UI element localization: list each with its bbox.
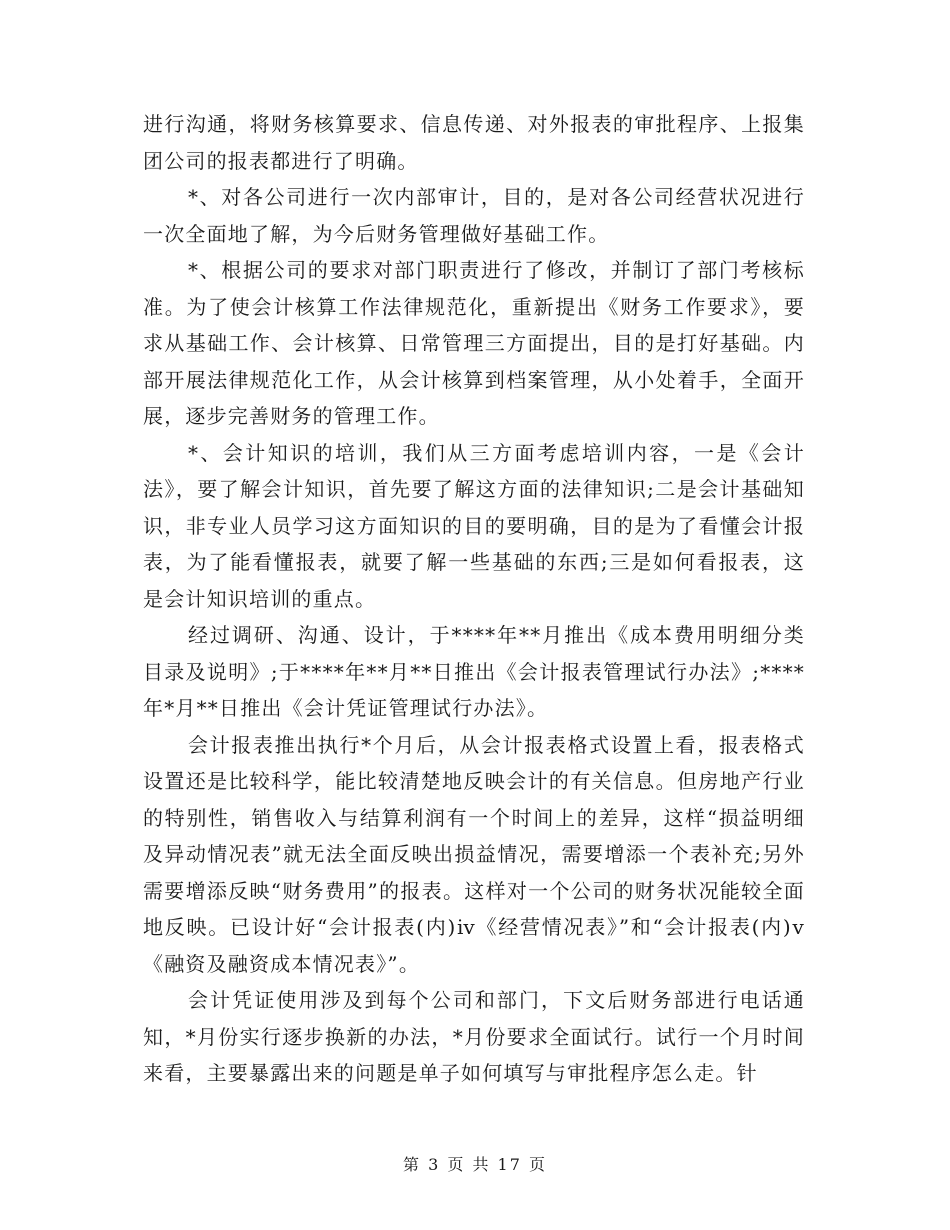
- paragraph-accounting-reports: 会计报表推出执行*个月后，从会计报表格式设置上看，报表格式设置还是比较科学，能比较清楚地反映会计的有关信息。但房地产行业的特别性，销售收入与结算利润有一个时间上的差异，这样“损益明细及异动情况表”就无法全面反映出损益情况，需要增添一个表补充;另外需要增添反映“财务费用”的报表。这样对一个公司的财务状况能较全面地反映。已设计好“会计报表(内)ⅳ《经营情况表》”和“会计报表(内)ⅴ《融资及融资成本情况表》”。: [143, 732, 805, 976]
- paragraph-internal-audit: *、对各公司进行一次内部审计，目的，是对各公司经营状况进行一次全面地了解，为今后财务管理做好基础工作。: [143, 185, 805, 246]
- paragraph-continuation: 进行沟通，将财务核算要求、信息传递、对外报表的审批程序、上报集团公司的报表都进行了明确。: [143, 112, 805, 173]
- page-number-footer: 第 3 页 共 17 页: [403, 1155, 547, 1174]
- paragraph-research-design: 经过调研、沟通、设计，于****年**月推出《成本费用明细分类目录及说明》;于****年**月**日推出《会计报表管理试行办法》;****年*月**日推出《会计凭证管理试行办法》。: [143, 623, 805, 720]
- paragraph-accounting-vouchers: 会计凭证使用涉及到每个公司和部门，下文后财务部进行电话通知，*月份实行逐步换新的办法，*月份要求全面试行。试行一个月时间来看，主要暴露出来的问题是单子如何填写与审批程序怎么走。针: [143, 988, 805, 1085]
- paragraph-department-duties: *、根据公司的要求对部门职责进行了修改，并制订了部门考核标准。为了使会计核算工作法律规范化，重新提出《财务工作要求》，要求从基础工作、会计核算、日常管理三方面提出，目的是打好基础。内部开展法律规范化工作，从会计核算到档案管理，从小处着手，全面开展，逐步完善财务的管理工作。: [143, 258, 805, 428]
- body-text: [143, 106, 805, 1092]
- paragraph-accounting-training: *、会计知识的培训，我们从三方面考虑培训内容，一是《会计法》，要了解会计知识，首先要了解这方面的法律知识;二是会计基础知识，非专业人员学习这方面知识的目的要明确，目的是为了看懂会计报表，为了能看懂报表，就要了解一些基础的东西;三是如何看报表，这是会计知识培训的重点。: [143, 440, 805, 611]
